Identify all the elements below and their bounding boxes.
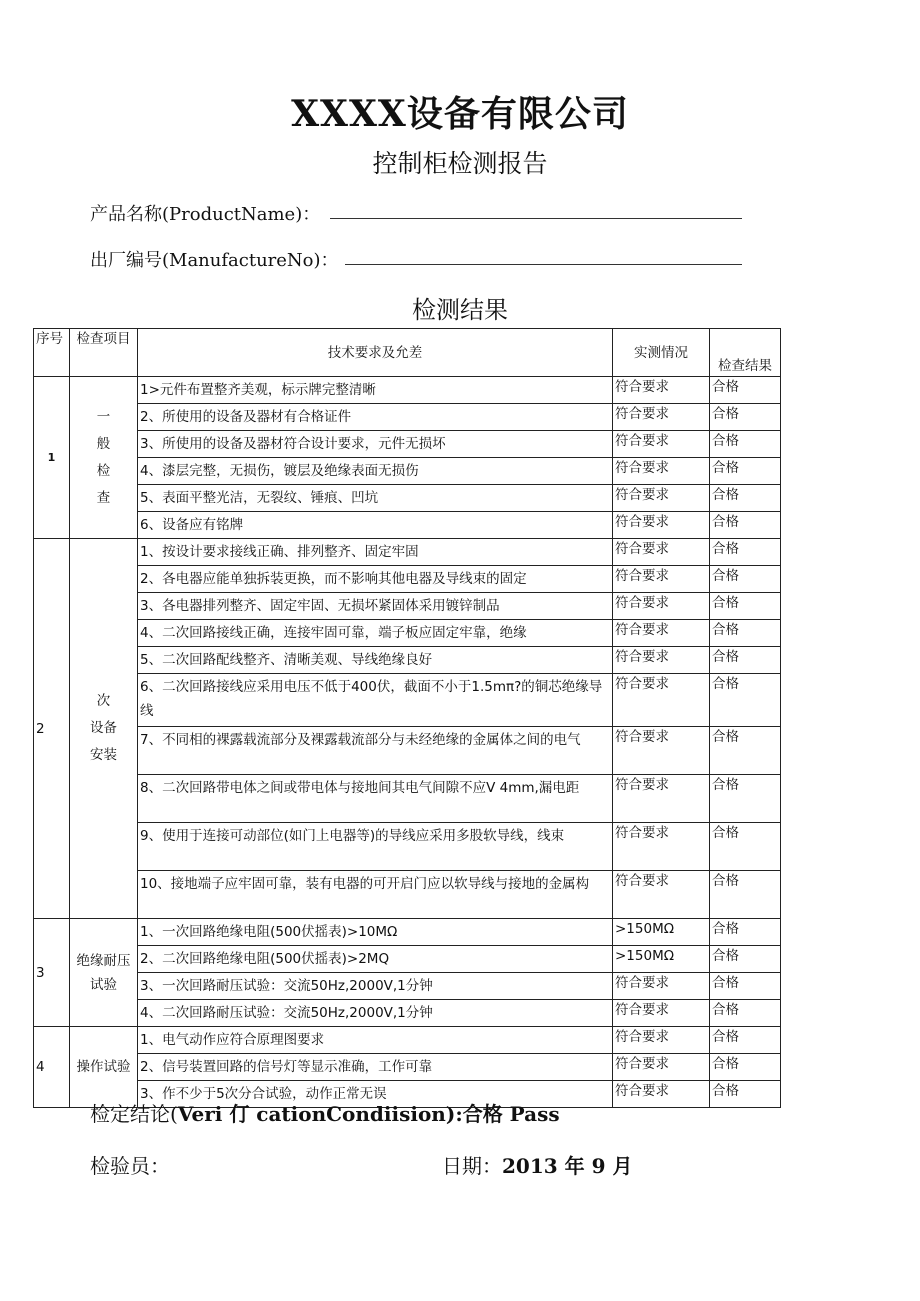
requirement-cell: 4、二次回路接线正确，连接牢固可靠，端子板应固定牢靠，绝缘 [138,620,613,647]
group-category: 操作试验 [70,1027,138,1108]
actual-cell: 符合要求 [613,512,710,539]
header-no: 序号 [34,329,70,377]
result-cell: 合格 [710,775,781,823]
table-row [34,919,781,946]
table-row [34,539,781,566]
table-row [34,377,781,404]
table-row [34,620,781,647]
result-cell: 合格 [710,539,781,566]
requirement-cell: 10、接地端子应牢固可靠，装有电器的可开启门应以软导线与接地的金属构 [138,871,613,919]
actual-cell: 符合要求 [613,620,710,647]
result-cell: 合格 [710,593,781,620]
requirement-cell: 2、二次回路绝缘电阻(500伏摇表)>2MQ [138,946,613,973]
result-cell: 合格 [710,674,781,727]
report-title: 控制柜检测报告 [372,149,548,178]
actual-cell: 符合要求 [613,871,710,919]
conclusion-en: Veri 仃 cationCondiision): [177,1102,463,1126]
actual-cell: 符合要求 [613,458,710,485]
product-name-line [330,218,742,219]
result-cell: 合格 [710,823,781,871]
requirement-cell: 5、二次回路配线整齐、清晰美观、导线绝缘良好 [138,647,613,674]
inspector-label: 检验员： [90,1154,170,1178]
table-row [34,1054,781,1081]
requirement-cell: 4、二次回路耐压试验：交流50Hz,2000V,1分钟 [138,1000,613,1027]
result-cell: 合格 [710,566,781,593]
table-row [34,1027,781,1054]
result-cell: 合格 [710,485,781,512]
header-item: 检查项目 [70,329,138,377]
result-cell: 合格 [710,647,781,674]
section-title: 检测结果 [412,296,508,324]
result-cell: 合格 [710,919,781,946]
actual-cell: >150MΩ [613,946,710,973]
table-row [34,1000,781,1027]
actual-cell: 符合要求 [613,1081,710,1108]
factory-no-line [345,264,742,265]
company-name: XXXX设备有限公司 [291,93,629,135]
actual-cell: 符合要求 [613,566,710,593]
actual-cell: 符合要求 [613,973,710,1000]
table-row [34,404,781,431]
requirement-cell: 2、各电器应能单独拆装更换，而不影响其他电器及导线束的固定 [138,566,613,593]
group-category: 次 设备 安装 [70,539,138,919]
table-row [34,973,781,1000]
table-row [34,458,781,485]
requirement-cell: 1、按设计要求接线正确、排列整齐、固定牢固 [138,539,613,566]
actual-cell: 符合要求 [613,674,710,727]
actual-cell: 符合要求 [613,1000,710,1027]
table-row [34,566,781,593]
result-cell: 合格 [710,1027,781,1054]
result-cell: 合格 [710,404,781,431]
group-number: 4 [34,1027,70,1108]
actual-cell: 符合要求 [613,775,710,823]
actual-cell: >150MΩ [613,919,710,946]
result-cell: 合格 [710,458,781,485]
actual-cell: 符合要求 [613,377,710,404]
actual-cell: 符合要求 [613,539,710,566]
header-result: 检查结果 [710,329,781,377]
conclusion-line [90,1098,560,1127]
group-number: 2 [34,539,70,919]
result-cell: 合格 [710,431,781,458]
actual-cell: 符合要求 [613,727,710,775]
requirement-cell: 9、使用于连接可动部位(如门上电器等)的导线应采用多股软导线，线束 [138,823,613,871]
requirement-cell: 3、各电器排列整齐、固定牢固、无损坏紧固体采用镀锌制品 [138,593,613,620]
actual-cell: 符合要求 [613,404,710,431]
requirement-cell: 4、漆层完整，无损伤，镀层及绝缘表面无损伤 [138,458,613,485]
requirement-cell: 7、不同相的裸露载流部分及裸露载流部分与未经绝缘的金属体之间的电气 [138,727,613,775]
requirement-cell: 6、二次回路接线应采用电压不低于400伏，截面不小于1.5mπ?的铜芯绝缘导线 [138,674,613,727]
actual-cell: 符合要求 [613,1054,710,1081]
requirement-cell: 6、设备应有铭牌 [138,512,613,539]
product-name-label: 产品名称(ProductName)： [90,204,321,225]
requirement-cell: 1、一次回路绝缘电阻(500伏摇表)>10MΩ [138,919,613,946]
date-value: 2013 年 9 月 [502,1154,633,1178]
requirement-cell: 2、所使用的设备及器材有合格证件 [138,404,613,431]
requirement-cell: 3、一次回路耐压试验：交流50Hz,2000V,1分钟 [138,973,613,1000]
header-actual: 实测情况 [613,329,710,377]
result-cell: 合格 [710,620,781,647]
result-cell: 合格 [710,512,781,539]
result-cell: 合格 [710,1081,781,1108]
table-row [34,871,781,919]
result-cell: 合格 [710,377,781,404]
result-cell: 合格 [710,1000,781,1027]
actual-cell: 符合要求 [613,485,710,512]
conclusion-label: 检定结论( [90,1102,178,1126]
table-row [34,512,781,539]
table-row [34,823,781,871]
group-number: 3 [34,919,70,1027]
requirement-cell: 5、表面平整光洁，无裂纹、锤痕、凹坑 [138,485,613,512]
conclusion-value: 合格 Pass [462,1102,560,1126]
requirement-cell: 2、信号装置回路的信号灯等显示准确，工作可靠 [138,1054,613,1081]
result-cell: 合格 [710,1054,781,1081]
header-requirement: 技术要求及允差 [138,329,613,377]
table-row [34,775,781,823]
requirement-cell: 3、作不少于5次分合试验，动作正常无误 [138,1081,613,1108]
table-row [34,674,781,727]
result-cell: 合格 [710,727,781,775]
table-row [34,431,781,458]
requirement-cell: 1>元件布置整齐美观，标示牌完整清晰 [138,377,613,404]
table-row [34,946,781,973]
actual-cell: 符合要求 [613,647,710,674]
requirement-cell: 1、电气动作应符合原理图要求 [138,1027,613,1054]
requirement-cell: 8、二次回路带电体之间或带电体与接地间其电气间隙不应V 4mm,漏电距 [138,775,613,823]
results-table [33,328,781,1108]
actual-cell: 符合要求 [613,593,710,620]
date-line [442,1150,632,1179]
table-row [34,485,781,512]
actual-cell: 符合要求 [613,823,710,871]
date-label: 日期： [442,1154,502,1178]
table-row [34,593,781,620]
requirement-cell: 3、所使用的设备及器材符合设计要求，元件无损坏 [138,431,613,458]
result-cell: 合格 [710,973,781,1000]
group-number: 1 [34,377,70,539]
table-row [34,647,781,674]
actual-cell: 符合要求 [613,431,710,458]
group-category: 一 般 检 查 [70,377,138,539]
factory-no-label: 出厂编号(ManufactureNo)： [90,250,339,271]
result-cell: 合格 [710,871,781,919]
table-row [34,727,781,775]
actual-cell: 符合要求 [613,1027,710,1054]
group-category: 绝缘耐压试验 [70,919,138,1027]
result-cell: 合格 [710,946,781,973]
